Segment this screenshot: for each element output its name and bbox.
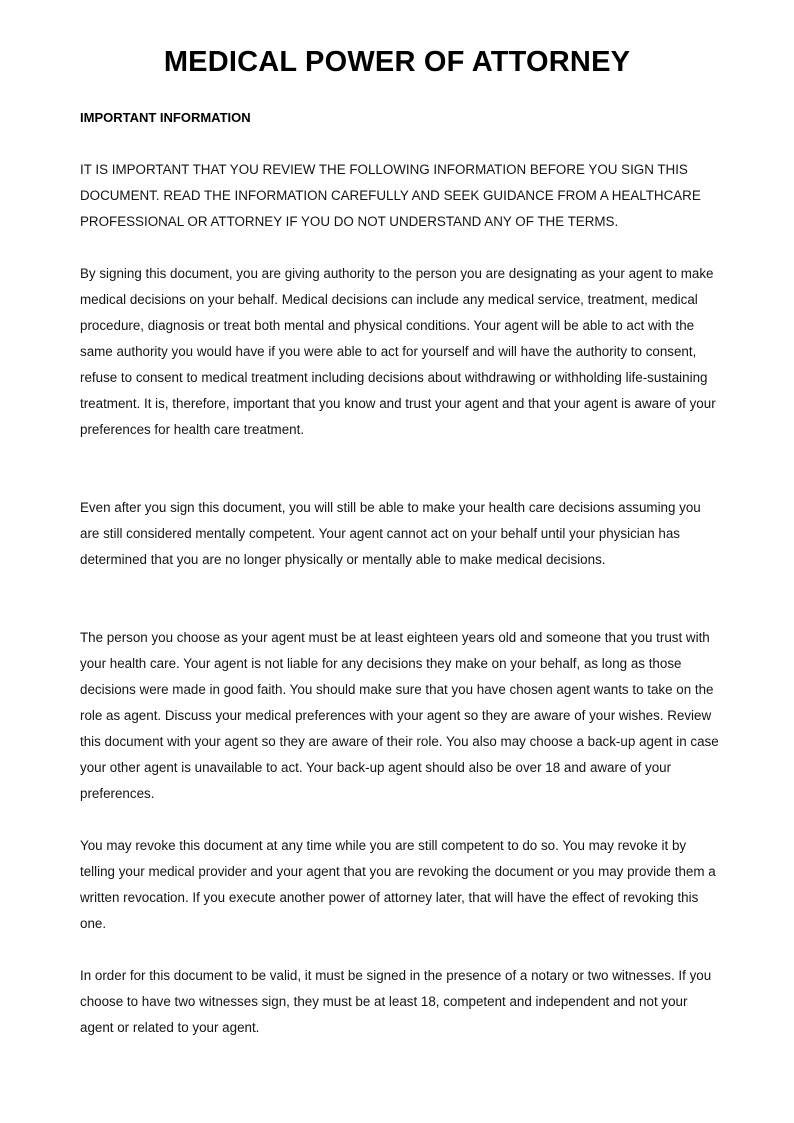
paragraph-revocation: You may revoke this document at any time while you are still competent to do so. You may revoke it by telling your medical provider and your agent that you are revoking the document or you may provide them a written revocation. If you execute another power of attorney later, that will have the effect of revoking this one. [80, 838, 716, 931]
paragraph-competence: Even after you sign this document, you will still be able to make your health care decisions assuming you are still considered mentally competent. Your agent cannot act on your behalf until your physician has determined that you are no longer physically or mentally able to make medical decisions. [80, 500, 701, 567]
document-title: MEDICAL POWER OF ATTORNEY [163, 46, 631, 78]
section-heading: IMPORTANT INFORMATION [80, 110, 251, 125]
paragraph-authority: By signing this document, you are giving authority to the person you are designating as your agent to make medical decisions on your behalf. Medical decisions can include any medical service, treatment, medical procedure, diagnosis or treat both mental and physical conditions. Your agent will be able to act with the same authority you would have if you were able to act for yourself and will have the authority to consent, refuse to consent to medical treatment including decisions about withdrawing or withholding life-sustaining treatment. It is, therefore, important that you know and trust your agent and that your agent is aware of your preferences for health care treatment. [80, 266, 716, 437]
paragraph-validity: In order for this document to be valid, it must be signed in the presence of a notary or two witnesses. If you choose to have two witnesses sign, they must be at least 18, competent and independent and not your agent or related to your agent. [80, 968, 712, 1035]
paragraph-notice: IT IS IMPORTANT THAT YOU REVIEW THE FOLLOWING INFORMATION BEFORE YOU SIGN THIS DOCUMENT. READ THE INFORMATION CAREFULLY AND SEEK GUIDANCE FROM A HEALTHCARE PROFESSIONAL OR ATTORNEY IF YOU DO NOT UNDERSTAND ANY OF THE TERMS. [80, 162, 701, 229]
paragraph-agent-requirements: The person you choose as your agent must be at least eighteen years old and someone that you trust with your health care. Your agent is not liable for any decisions they make on your behalf, as long as those decisions were made in good faith. You should make sure that you have chosen agent wants to take on the role as agent. Discuss your medical preferences with your agent so they are aware of your wishes. Review this document with your agent so they are aware of their role. You also may choose a back-up agent in case your other agent is unavailable to act. Your back-up agent should also be over 18 and aware of your preferences. [80, 630, 719, 801]
